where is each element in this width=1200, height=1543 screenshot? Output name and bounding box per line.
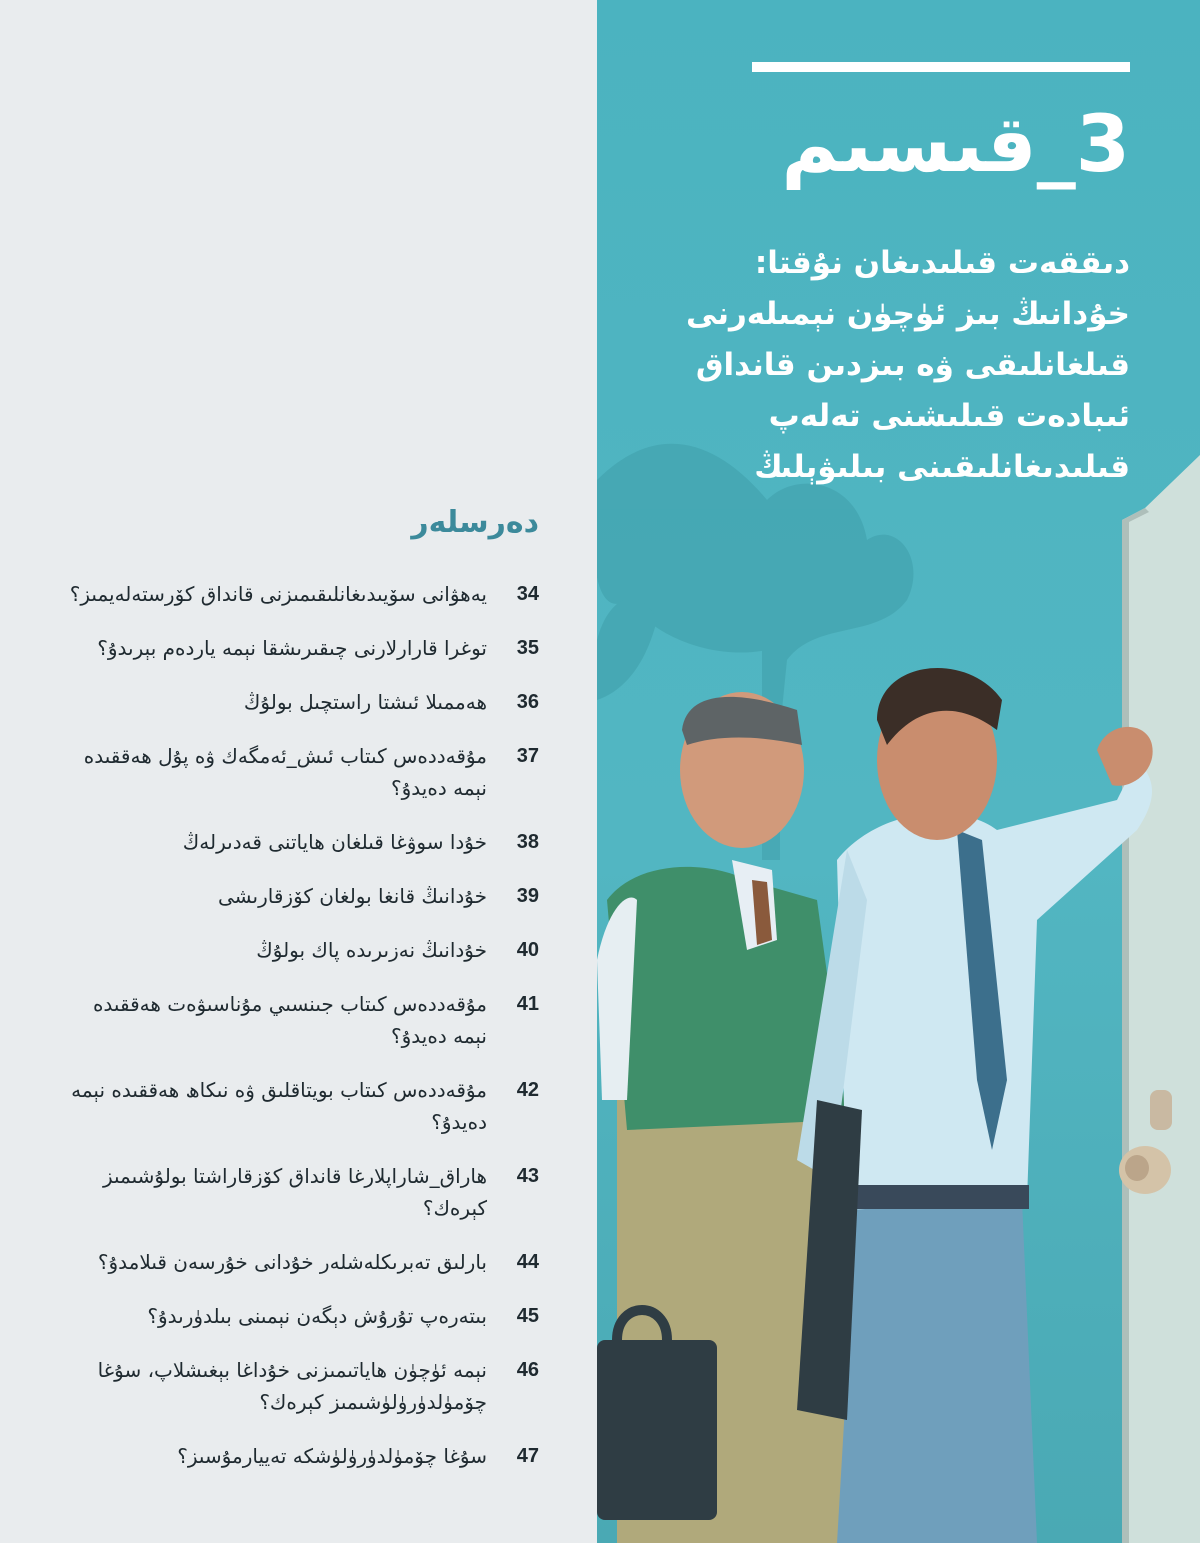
lesson-number: 41 xyxy=(516,993,539,1015)
lesson-item[interactable] xyxy=(69,686,539,718)
lesson-item[interactable] xyxy=(69,1246,539,1278)
lesson-item[interactable] xyxy=(69,1354,539,1418)
lesson-number: 34 xyxy=(516,583,539,605)
lesson-title: نېمە ئۈچۈن ھاياتىمىزنى خۇداغا بېغىشلاپ، سۇغا چۆمۈلدۈرۈلۈشىمىز كېرەك؟ xyxy=(97,1358,487,1414)
lesson-title: مۇقەددەس كىتاب بويتاقلىق ۋە نىكاھ ھەققىدە نېمە دەيدۇ؟ xyxy=(71,1078,487,1134)
lesson-number: 37 xyxy=(516,745,539,767)
lesson-item[interactable] xyxy=(69,1300,539,1332)
lesson-number: 44 xyxy=(516,1251,539,1273)
lesson-title: خۇدانىڭ نەزىرىدە پاك بولۇڭ xyxy=(256,938,487,962)
lesson-title: ھاراق_شاراپلارغا قانداق كۆزقاراشتا بولۇشىمىز كېرەك؟ xyxy=(102,1164,487,1220)
lesson-item[interactable] xyxy=(69,740,539,804)
lesson-number: 38 xyxy=(516,831,539,853)
lesson-number: 36 xyxy=(516,691,539,713)
lesson-item[interactable] xyxy=(69,826,539,858)
lesson-number: 39 xyxy=(516,885,539,907)
lesson-title: خۇدانىڭ قانغا بولغان كۆزقارىشى xyxy=(218,884,487,908)
lesson-item[interactable] xyxy=(69,988,539,1052)
lesson-item[interactable] xyxy=(69,578,539,610)
lesson-title: مۇقەددەس كىتاب ئىش_ئەمگەك ۋە پۇل ھەققىدە نېمە دەيدۇ؟ xyxy=(83,744,487,800)
lesson-item[interactable] xyxy=(69,880,539,912)
lesson-title: ھەممىلا ئىشتا راستچىل بولۇڭ xyxy=(243,690,487,714)
lesson-number: 40 xyxy=(516,939,539,961)
lesson-title: مۇقەددەس كىتاب جىنسىي مۇناسىۋەت ھەققىدە نېمە دەيدۇ؟ xyxy=(92,992,487,1048)
top-rule xyxy=(752,62,1130,72)
lesson-number: 47 xyxy=(516,1445,539,1467)
chapter-panel xyxy=(597,0,1200,1543)
lesson-number: 35 xyxy=(516,637,539,659)
lesson-number: 46 xyxy=(516,1359,539,1381)
lesson-title: سۇغا چۆمۈلدۈرۈلۈشكە تەييارمۇسىز؟ xyxy=(177,1444,487,1468)
lesson-item[interactable] xyxy=(69,632,539,664)
lesson-item[interactable] xyxy=(69,1160,539,1224)
lessons-heading: دەرسلەر xyxy=(411,505,539,540)
lesson-item[interactable] xyxy=(69,1074,539,1138)
chapter-title: 3_قىسىم xyxy=(781,100,1130,190)
lessons-panel xyxy=(0,0,597,1543)
lesson-title: بىتەرەپ تۇرۇش دېگەن نېمىنى بىلدۈرىدۇ؟ xyxy=(147,1304,487,1328)
lesson-number: 43 xyxy=(516,1165,539,1187)
lesson-title: توغرا قارارلارنى چىقىرىشقا نېمە ياردەم بېرىدۇ؟ xyxy=(97,636,487,660)
lesson-number: 42 xyxy=(516,1079,539,1101)
lesson-title: بارلىق تەبرىكلەشلەر خۇدانى خۇرسەن قىلامدۇ؟ xyxy=(97,1250,487,1274)
younger-man xyxy=(797,668,1153,1543)
door xyxy=(1119,455,1200,1543)
lesson-number: 45 xyxy=(516,1305,539,1327)
door-knocking-illustration xyxy=(597,0,1200,1543)
lesson-item[interactable] xyxy=(69,1440,539,1472)
lesson-item[interactable] xyxy=(69,934,539,966)
lesson-title: خۇدا سوۋغا قىلغان ھاياتنى قەدىرلەڭ xyxy=(182,830,487,854)
lesson-list xyxy=(69,578,539,1494)
lesson-title: يەھۋانى سۆيىدىغانلىقىمىزنى قانداق كۆرستەلەيمىز؟ xyxy=(69,582,487,606)
chapter-subtitle: دىققەت قىلىدىغان نۇقتا: خۇدانىڭ بىز ئۈچۈن نېمىلەرنى قىلغانلىقى ۋە بىزدىن قانداق ئىبادەت قىلىشنى تەلەپ قىلىدىغانلىقىنى بىلىۋېلىڭ xyxy=(685,245,1130,485)
